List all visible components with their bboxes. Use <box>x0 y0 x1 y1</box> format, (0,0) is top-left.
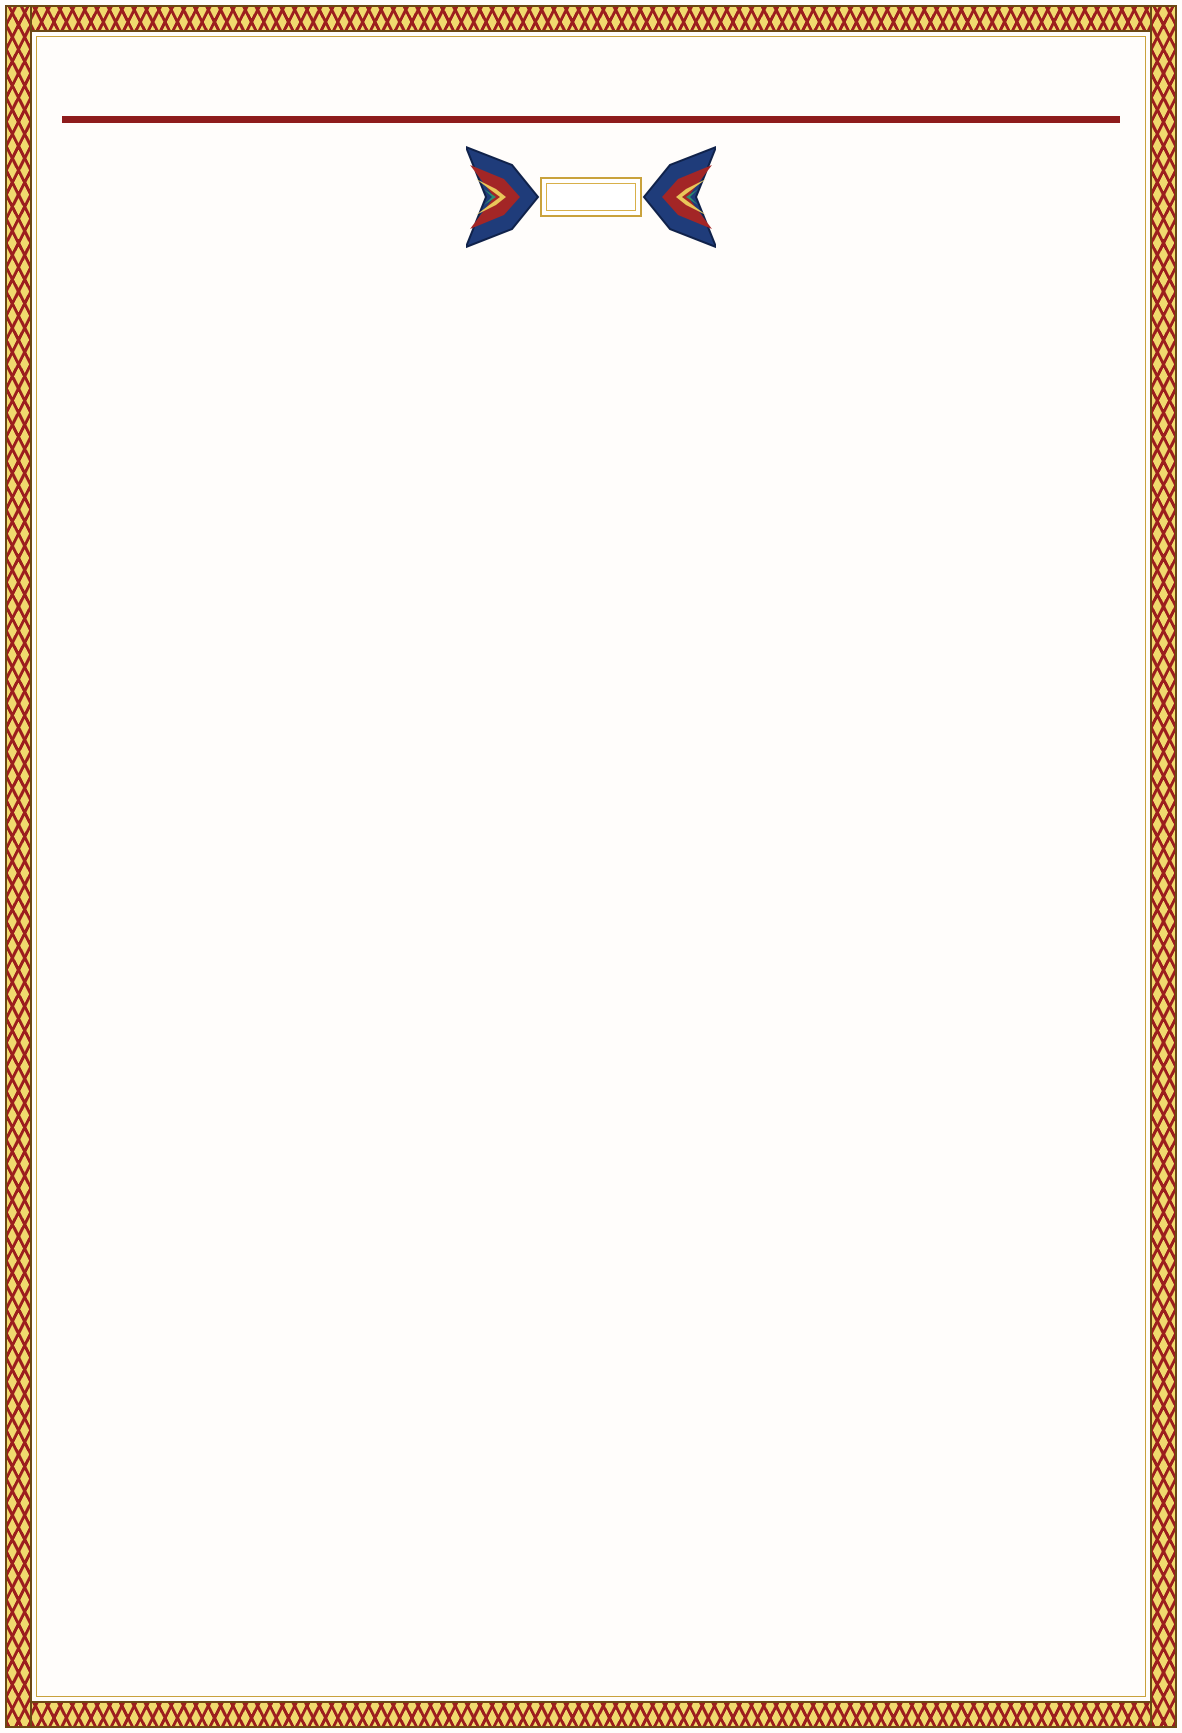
border-frame-right <box>1150 5 1177 1728</box>
section-ornament <box>62 145 1120 249</box>
border-frame-left <box>5 5 32 1728</box>
header-rule <box>62 116 1120 123</box>
page-header <box>62 48 1120 110</box>
border-frame-top <box>5 5 1177 32</box>
ornament-box <box>540 177 642 217</box>
border-frame-bottom <box>5 1701 1177 1728</box>
ornament-box-inner <box>546 183 636 211</box>
ornament-left-icon <box>630 145 716 249</box>
page-content <box>62 48 1120 1687</box>
